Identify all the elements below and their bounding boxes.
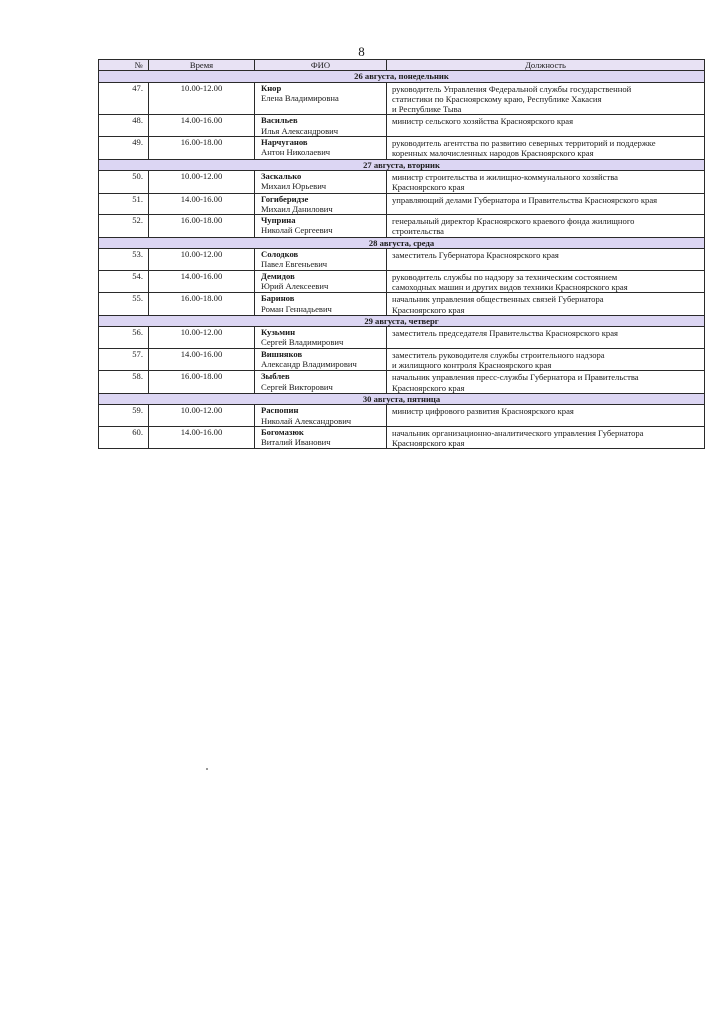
surname: Баринов [261,293,295,304]
position-line: министр сельского хозяйства Красноярского края [392,116,574,127]
surname: Нарчуганов [261,137,308,148]
given-names: Павел Евгеньевич [261,259,328,270]
time-slot: 14.00-16.00 [149,426,255,449]
time-slot: 14.00-16.00 [149,115,255,137]
time-slot: 10.00-12.00 [149,82,255,115]
person-cell [255,170,387,193]
time-slot: 14.00-16.00 [149,193,255,215]
header-time: Время [149,60,255,71]
position-cell [387,215,705,238]
given-names: Николай Александрович [261,415,352,426]
surname: Вишняков [261,348,303,359]
row-number: 47. [99,82,149,115]
position-line: руководитель агентства по развитию северных территорий и поддержке [392,138,656,149]
person-cell [255,137,387,160]
time-slot: 10.00-12.00 [149,327,255,349]
position-cell [387,82,705,115]
row-number: 55. [99,293,149,316]
given-names: Александр Владимирович [261,359,357,370]
position-line: и Республике Тыва [392,104,462,115]
surname: Богомазюк [261,426,304,437]
table-row [99,193,705,215]
table-row [99,327,705,349]
row-number: 57. [99,348,149,371]
given-names: Михаил Юрьевич [261,181,327,192]
table-row [99,426,705,449]
position-cell [387,426,705,449]
day-label: 29 августа, четверг [99,315,705,326]
table-row [99,137,705,160]
person-cell [255,405,387,427]
position-cell [387,249,705,271]
position-text [392,83,701,115]
person-cell [255,115,387,137]
time-slot: 14.00-16.00 [149,348,255,371]
person-cell [255,327,387,349]
position-line: Красноярского края [392,438,465,449]
given-names: Илья Александрович [261,125,339,136]
day-header-row [99,71,705,82]
scan-speck [206,768,208,770]
day-header-row [99,315,705,326]
position-cell [387,137,705,160]
day-header-row [99,237,705,248]
page-number: 8 [358,44,365,59]
given-names: Николай Сергеевич [261,225,333,236]
person-cell [255,371,387,394]
position-text [392,349,701,371]
given-names: Юрий Алексеевич [261,280,329,291]
row-number: 56. [99,327,149,349]
position-line: руководитель Управления Федеральной службы государственной [392,83,632,94]
time-slot: 10.00-12.00 [149,405,255,427]
day-label: 28 августа, среда [99,237,705,248]
position-line: Красноярского края [392,182,465,193]
given-names: Антон Николаевич [261,147,331,158]
position-text [392,215,701,237]
position-text [392,194,701,205]
person-cell [255,293,387,316]
position-text [392,371,701,393]
position-line: Красноярского края [392,304,465,315]
position-line: Красноярского края [392,382,465,393]
time-slot: 10.00-12.00 [149,249,255,271]
position-text [392,427,701,449]
surname: Васильев [261,115,298,126]
position-cell [387,405,705,427]
given-names: Сергей Владимирович [261,337,344,348]
surname: Заскалько [261,170,302,181]
position-cell [387,348,705,371]
table-row [99,371,705,394]
table-row [99,82,705,115]
day-label: 26 августа, понедельник [99,71,705,82]
header-name: ФИО [255,60,387,71]
row-number: 60. [99,426,149,449]
surname: Зыблев [261,371,290,382]
row-number: 52. [99,215,149,238]
position-line: управляющий делами Губернатора и Правительства Красноярского края [392,194,658,205]
given-names: Сергей Викторович [261,381,333,392]
schedule-table [98,59,705,449]
time-slot: 10.00-12.00 [149,170,255,193]
time-slot: 16.00-18.00 [149,137,255,160]
position-cell [387,193,705,215]
person-cell [255,215,387,238]
person-cell [255,82,387,115]
position-line: заместитель Губернатора Красноярского края [392,250,559,261]
day-header-row [99,159,705,170]
position-line: самоходных машин и других видов техники Красноярского края [392,281,628,292]
position-text [392,115,701,126]
row-number: 58. [99,371,149,394]
table-row [99,215,705,238]
row-number: 48. [99,115,149,137]
position-line: руководитель службы по надзору за техническим состоянием [392,271,618,282]
surname: Солодков [261,249,299,260]
row-number: 50. [99,170,149,193]
table-row [99,249,705,271]
position-text [392,171,701,193]
surname: Распопин [261,405,299,416]
time-slot: 14.00-16.00 [149,270,255,293]
position-cell [387,115,705,137]
position-line: статистики по Красноярскому краю, Республике Хакасия [392,93,602,104]
row-number: 53. [99,249,149,271]
surname: Чуприна [261,215,296,226]
position-line: заместитель руководителя службы строительного надзора [392,349,605,360]
time-slot: 16.00-18.00 [149,371,255,394]
person-cell [255,348,387,371]
position-line: начальник управления общественных связей Губернатора [392,294,604,305]
time-slot: 16.00-18.00 [149,293,255,316]
position-text [392,293,701,315]
surname: Гогиберидзе [261,193,309,204]
given-names: Роман Геннадьевич [261,303,332,314]
time-slot: 16.00-18.00 [149,215,255,238]
surname: Демидов [261,270,295,281]
surname: Кузьмин [261,327,296,338]
row-number: 49. [99,137,149,160]
given-names: Елена Владимировна [261,92,339,103]
row-number: 51. [99,193,149,215]
table-row [99,405,705,427]
position-line: и жилищного контроля Красноярского края [392,360,552,371]
header-num: № [99,60,149,71]
table-row [99,293,705,316]
position-line: министр цифрового развития Красноярского края [392,406,574,417]
position-text [392,249,701,260]
row-number: 59. [99,405,149,427]
table-row [99,270,705,293]
position-line: строительства [392,226,444,237]
position-line: заместитель председателя Правительства Красноярского края [392,328,618,339]
position-cell [387,170,705,193]
table-header-row [99,60,705,71]
position-line: министр строительства и жилищно-коммунального хозяйства [392,171,618,182]
header-position: Должность [387,60,705,71]
position-line: коренных малочисленных народов Красноярского края [392,148,594,159]
position-cell [387,293,705,316]
day-label: 27 августа, вторник [99,159,705,170]
given-names: Виталий Иванович [261,437,331,448]
position-cell [387,371,705,394]
position-line: начальник организационно-аналитического управления Губернатора [392,427,644,438]
person-cell [255,270,387,293]
table-row [99,348,705,371]
position-cell [387,327,705,349]
position-text [392,327,701,338]
table-row [99,115,705,137]
given-names: Михаил Данилович [261,203,333,214]
person-cell [255,426,387,449]
person-cell [255,193,387,215]
row-number: 54. [99,270,149,293]
surname: Кнор [261,82,282,93]
person-cell [255,249,387,271]
position-text [392,405,701,416]
position-text [392,271,701,293]
day-header-row [99,393,705,404]
position-cell [387,270,705,293]
position-text [392,137,701,159]
schedule-body [99,71,705,449]
position-line: начальник управления пресс-службы Губернатора и Правительства [392,372,639,383]
day-label: 30 августа, пятница [99,393,705,404]
position-line: генеральный директор Красноярского краевого фонда жилищного [392,216,635,227]
table-row [99,170,705,193]
